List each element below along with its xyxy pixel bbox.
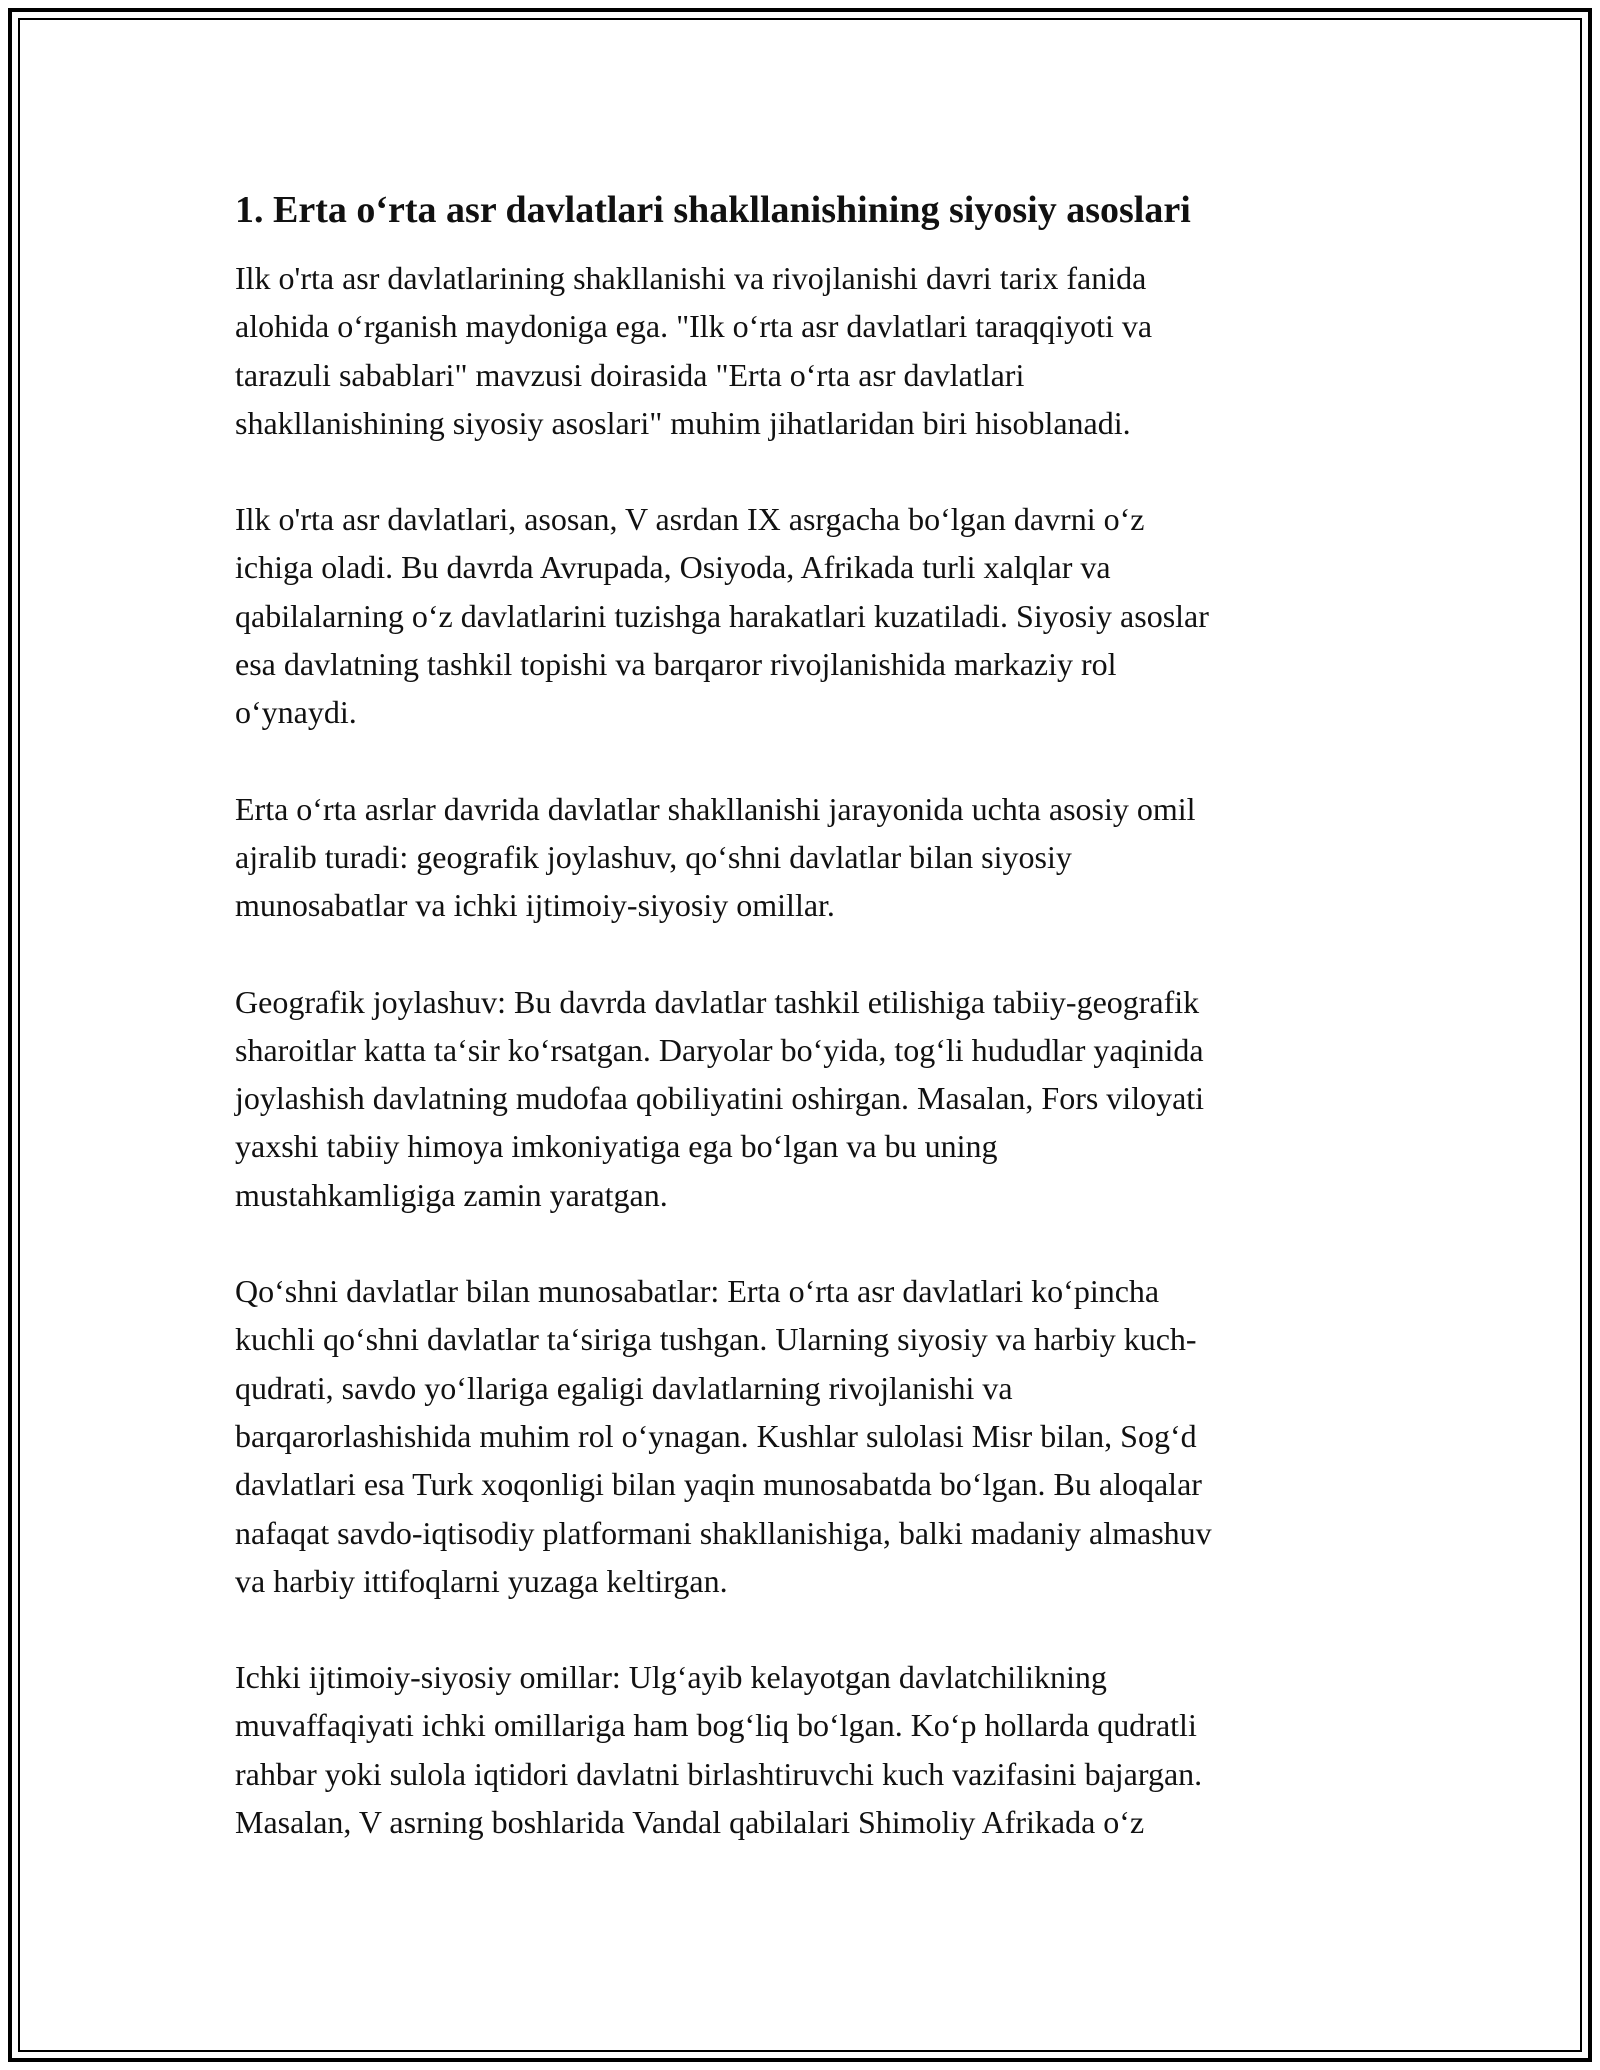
text-line: qudrati, savdo yo‘llariga egaligi davlatlarning rivojlanishi va: [235, 1369, 1013, 1406]
text-line: Masalan, V asrning boshlarida Vandal qabilalari Shimoliy Afrikada o‘z: [235, 1804, 1145, 1841]
text-line: Ilk o'rta asr davlatlarining shakllanishi va rivojlanishi davri tarix fanida: [235, 260, 1147, 296]
text-line: ajralib turadi: geografik joylashuv, qo‘shni davlatlar bilan siyosiy: [235, 838, 1072, 875]
paragraph-6: [235, 1653, 1365, 1846]
text-line: mustahkamligiga zamin yaratgan.: [235, 1176, 668, 1213]
text-line: munosabatlar va ichki ijtimoiy-siyosiy omillar.: [235, 887, 835, 924]
text-line: joylashish davlatning mudofaa qobiliyatini oshirgan. Masalan, Fors viloyati: [235, 1080, 1205, 1117]
text-line: Ichki ijtimoiy-siyosiy omillar: Ulg‘ayib kelayotgan davlatchilikning: [235, 1659, 1107, 1696]
document-body: [235, 186, 1365, 1894]
text-line: alohida o‘rganish maydoniga ega. "Ilk o‘rta asr davlatlari taraqqiyoti va: [235, 308, 1153, 345]
paragraph-5: [235, 1267, 1365, 1605]
text-line: davlatlari esa Turk xoqonligi bilan yaqin munosabatda bo‘lgan. Bu aloqalar: [235, 1466, 1202, 1503]
text-line: Erta o‘rta asrlar davrida davlatlar shakllanishi jarayonida uchta asosiy omil: [235, 790, 1196, 827]
text-line: rahbar yoki sulola iqtidori davlatni birlashtiruvchi kuch vazifasini bajargan.: [235, 1755, 1203, 1792]
text-line: ichiga oladi. Bu davrda Avrupada, Osiyoda, Afrikada turli xalqlar va: [235, 549, 1111, 586]
text-line: sharoitlar katta ta‘sir ko‘rsatgan. Daryolar bo‘yida, tog‘li hududlar yaqinida: [235, 1031, 1204, 1068]
text-line: nafaqat savdo-iqtisodiy platformani shakllanishiga, balki madaniy almashuv: [235, 1514, 1212, 1551]
text-line: qabilalarning o‘z davlatlarini tuzishga harakatlari kuzatiladi. Siyosiy asoslar: [235, 597, 1209, 634]
text-line: Qo‘shni davlatlar bilan munosabatlar: Erta o‘rta asr davlatlari ko‘pincha: [235, 1273, 1160, 1310]
text-line: o‘ynaydi.: [235, 694, 357, 731]
text-line: barqarorlashishida muhim rol o‘ynagan. Kushlar sulolasi Misr bilan, Sog‘d: [235, 1417, 1197, 1454]
paragraph-1: [235, 254, 1365, 447]
paragraph-2: [235, 495, 1365, 736]
paragraph-3: [235, 785, 1365, 930]
text-line: esa davlatning tashkil topishi va barqaror rivojlanishida markaziy rol: [235, 646, 1117, 683]
paragraph-4: [235, 978, 1365, 1219]
text-line: shakllanishining siyosiy asoslari" muhim jihatlaridan biri hisoblanadi.: [235, 404, 1131, 441]
text-line: tarazuli sabablari" mavzusi doirasida "Erta o‘rta asr davlatlari: [235, 356, 1025, 393]
text-line: Geografik joylashuv: Bu davrda davlatlar tashkil etilishiga tabiiy-geografik: [235, 983, 1200, 1020]
text-line: yaxshi tabiiy himoya imkoniyatiga ega bo‘lgan va bu uning: [235, 1128, 998, 1165]
text-line: Ilk o'rta asr davlatlari, asosan, V asrdan IX asrgacha bo‘lgan davrni o‘z: [235, 501, 1145, 538]
document-title: 1. Erta o‘rta asr davlatlari shakllanishining siyosiy asoslari: [235, 189, 1191, 231]
text-line: va harbiy ittifoqlarni yuzaga keltirgan.: [235, 1562, 728, 1599]
text-line: kuchli qo‘shni davlatlar ta‘siriga tushgan. Ularning siyosiy va harbiy kuch-: [235, 1321, 1197, 1358]
text-line: muvaffaqiyati ichki omillariga ham bog‘liq bo‘lgan. Ko‘p hollarda qudratli: [235, 1707, 1197, 1744]
